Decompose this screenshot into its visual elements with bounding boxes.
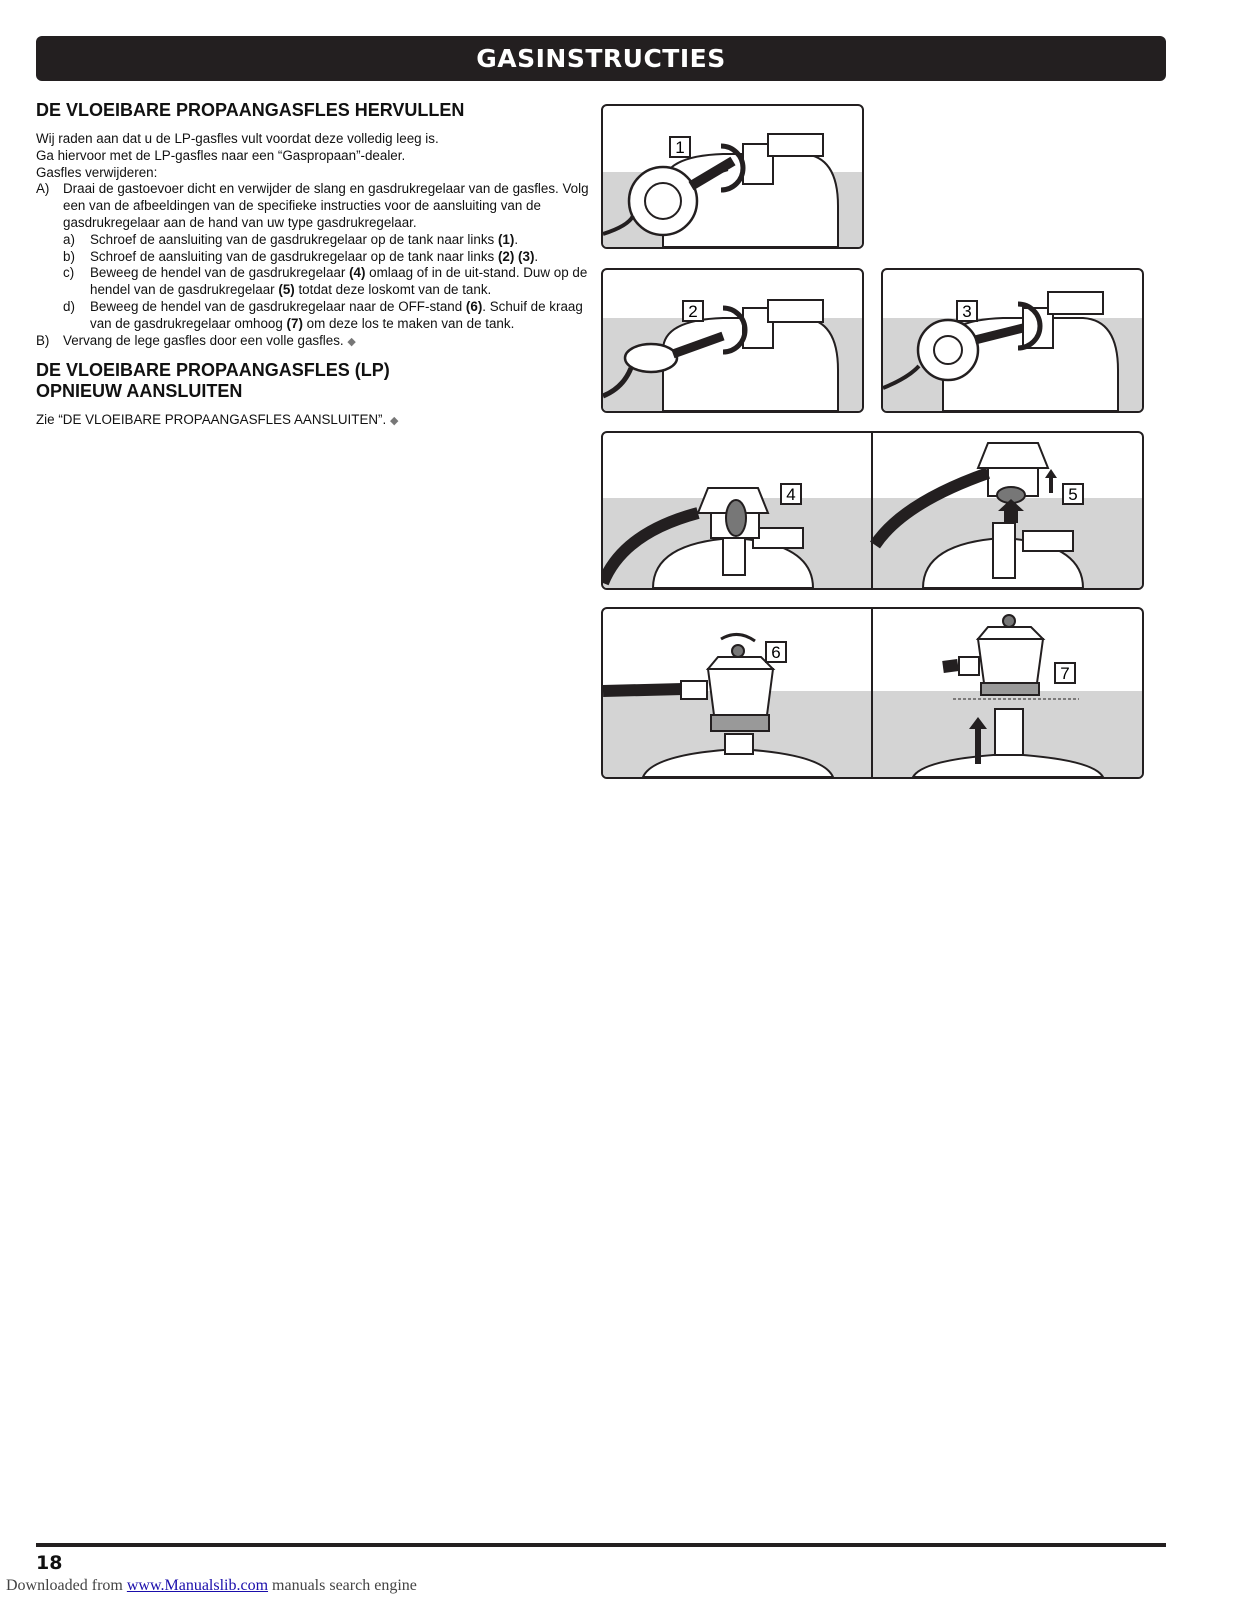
substep-c xyxy=(36,265,596,299)
end-of-section-mark: ◆ xyxy=(389,415,399,428)
intro-line-1: Wij raden aan dat u de LP-gasfles vult voordat deze volledig leeg is. xyxy=(36,131,439,146)
substep-text-part: Beweeg de hendel van de gasdrukregelaar naar de OFF-stand xyxy=(90,298,466,314)
substep-label: c) xyxy=(63,265,75,281)
manualslib-link[interactable]: www.Manualslib.com xyxy=(126,1577,269,1594)
substep-text xyxy=(90,265,596,299)
substep-d xyxy=(36,299,596,333)
step-b-text xyxy=(63,333,596,351)
step-b-label: B) xyxy=(36,332,50,348)
substep-text-part: omlaag of in de uit-stand. Duw op de hendel van de gasdrukregelaar xyxy=(90,265,588,298)
figure-ref: (1) xyxy=(497,231,515,247)
end-of-section-mark: ◆ xyxy=(347,335,356,348)
step-a-label: A) xyxy=(36,181,50,197)
substep-a xyxy=(36,232,596,249)
figure-label: 7 xyxy=(1060,664,1070,683)
figure-label: 6 xyxy=(771,643,781,662)
section2-heading-line: DE VLOEIBARE PROPAANGASFLES (LP) xyxy=(36,360,390,381)
step-b xyxy=(36,333,596,351)
download-note xyxy=(6,1577,417,1595)
page-number: 18 xyxy=(36,1552,63,1574)
figure-label: 5 xyxy=(1068,485,1078,504)
figure-ref: (6) xyxy=(465,298,483,314)
substep-text-part: . xyxy=(514,231,519,247)
substep-text-part: Schroef de aansluiting van de gasdrukregelaar op de tank naar links xyxy=(90,231,498,247)
figure-1-unscrew-regulator xyxy=(601,104,864,249)
figure-ref: (5) xyxy=(278,282,295,298)
substep-text-part: Beweeg de hendel van de gasdrukregelaar xyxy=(90,265,350,281)
figure-label: 1 xyxy=(675,138,685,157)
substep-label: b) xyxy=(63,248,75,264)
figure-ref: (2) xyxy=(497,248,515,264)
download-prefix: Downloaded from xyxy=(6,1577,127,1594)
figure-label: 4 xyxy=(786,485,796,504)
substep-text xyxy=(90,299,596,333)
figure-ref: (7) xyxy=(286,315,303,331)
substep-text xyxy=(90,232,596,249)
figure-label: 2 xyxy=(688,302,698,321)
section-header-bar xyxy=(36,36,1166,81)
figure-4-5-lever-release xyxy=(601,431,1144,590)
section2-text-part: Zie “DE VLOEIBARE PROPAANGASFLES AANSLUITEN”. xyxy=(36,412,387,428)
substep-text-part: Schroef de aansluiting van de gasdrukregelaar op de tank naar links xyxy=(90,248,498,264)
figure-6-7-collar-release xyxy=(601,607,1144,779)
substep-text-part: . Schuif de kraag van de gasdrukregelaar omhoog xyxy=(90,298,583,331)
section2-text xyxy=(36,412,596,430)
section2-heading xyxy=(36,360,596,402)
figure-2-unscrew-regulator xyxy=(601,268,864,413)
section-title: GASINSTRUCTIES xyxy=(476,44,726,73)
substep-b xyxy=(36,249,596,266)
section1-heading: DE VLOEIBARE PROPAANGASFLES HERVULLEN xyxy=(36,100,465,120)
substep-label: a) xyxy=(63,231,75,247)
intro-line-3: Gasfles verwijderen: xyxy=(36,164,158,180)
download-suffix: manuals search engine xyxy=(268,1577,417,1594)
substep-text-part: om deze los te maken van de tank. xyxy=(302,315,515,331)
intro-line-2: Ga hiervoor met de LP-gasfles naar een “Gaspropaan”-dealer. xyxy=(36,147,406,163)
substep-text-part: . xyxy=(534,248,539,264)
substep-label: d) xyxy=(63,298,75,314)
figure-ref: (4) xyxy=(349,265,366,281)
step-a-text: Draai de gastoevoer dicht en verwijder de slang en gasdrukregelaar van de gasfles. Volg een van de afbeeldingen van de specifieke instructies voor de aansluiting van de gasdrukregelaar aan de hand van uw type gasdrukregelaar. xyxy=(63,181,589,230)
substep-text-part: totdat deze loskomt van de tank. xyxy=(294,282,492,298)
figure-label: 3 xyxy=(962,302,972,321)
section2-heading-line: OPNIEUW AANSLUITEN xyxy=(36,381,243,402)
step-a xyxy=(36,181,596,231)
step-b-text-part: Vervang de lege gasfles door een volle gasfles. xyxy=(63,332,344,348)
instructions-column xyxy=(36,100,596,430)
substep-text xyxy=(90,249,596,266)
figure-ref: (3) xyxy=(518,248,535,264)
footer-rule xyxy=(36,1543,1166,1547)
figure-3-unscrew-regulator xyxy=(881,268,1144,413)
